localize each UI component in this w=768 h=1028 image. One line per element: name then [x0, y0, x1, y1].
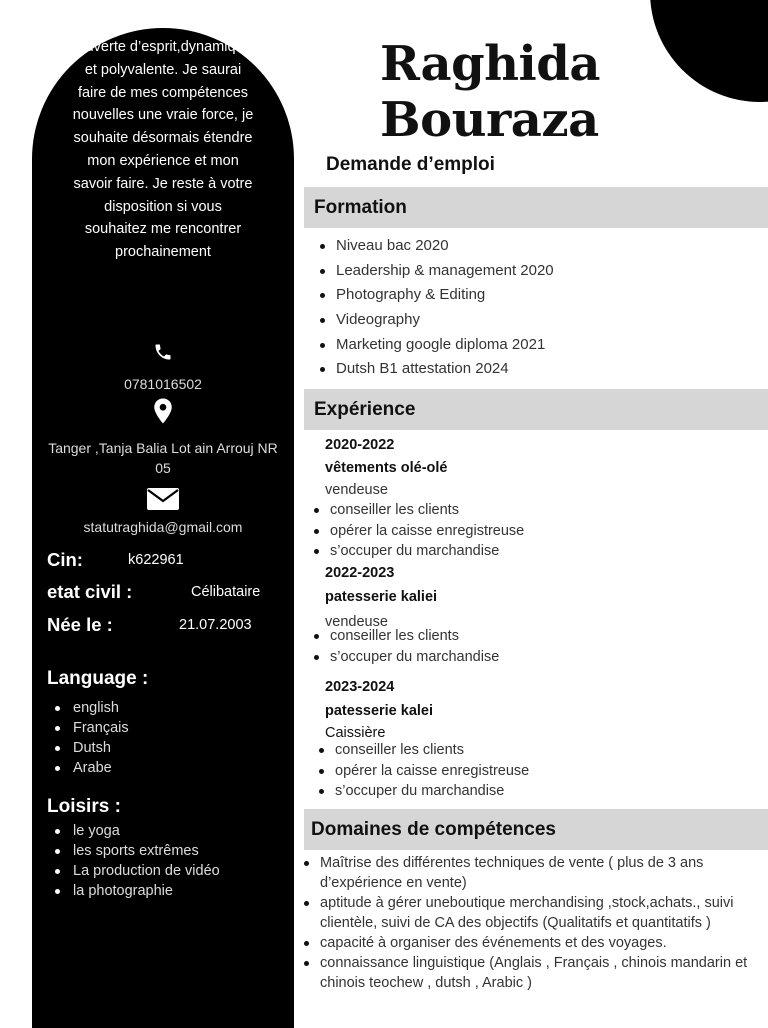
job-company: patesserie kaliei	[325, 589, 438, 605]
hobby-item: la photographie	[47, 881, 220, 901]
job-task: conseiller les clients	[310, 626, 499, 647]
envelope-icon	[32, 488, 294, 510]
job-task-list	[310, 626, 499, 667]
cin-row	[47, 549, 287, 573]
job-task: s’occuper du marchandise	[310, 541, 524, 562]
last-name: Bouraza	[380, 92, 599, 148]
cin-label: Cin:	[47, 549, 83, 570]
sidebar	[32, 28, 294, 1028]
job-company: patesserie kalei	[325, 703, 434, 719]
email: statutraghida@gmail.com	[83, 519, 243, 535]
job-task: opérer la caisse enregistreuse	[310, 521, 524, 542]
hobby-item: les sports extrêmes	[47, 841, 220, 861]
hobby-item: La production de vidéo	[47, 861, 220, 881]
language-list	[47, 698, 129, 778]
first-name: Raghida	[380, 36, 600, 92]
formation-item: Photography & Editing	[316, 283, 554, 308]
skill-item: connaissance linguistique (Anglais , Français , chinois mandarin et chinois teochew , dutsh , Arabic )	[300, 953, 766, 993]
formation-item: Leadership & management 2020	[316, 259, 554, 284]
address: Tanger ,Tanja Balia Lot ain Arrouj NR 05	[48, 440, 278, 476]
decorative-circle	[650, 0, 768, 102]
skill-item: capacité à organiser des événements et des voyages.	[300, 933, 766, 953]
birth-date-value: 21.07.2003	[179, 617, 252, 633]
phone-number: 0781016502	[124, 376, 202, 392]
formation-heading: Formation	[304, 187, 768, 228]
job-task: conseiller les clients	[315, 740, 529, 761]
job-task: s’occuper du marchandise	[315, 781, 529, 802]
phone-icon	[32, 341, 294, 363]
cin-value: k622961	[128, 552, 184, 568]
job-task: opérer la caisse enregistreuse	[315, 761, 529, 782]
intro-text: Ouverte d’esprit,dynamique et polyvalente. Je saurai faire de mes compétences nouvelles une vraie force, je souhaite désormais étendre mon expérience et mon savoir faire. Je reste à votre disposition si vous souhaitez me rencontrer prochainement	[72, 39, 254, 261]
formation-list	[316, 234, 554, 382]
skill-item: Maîtrise des différentes techniques de vente ( plus de 3 ans d’expérience en vente)	[300, 853, 766, 893]
skills-heading: Domaines de compétences	[304, 809, 768, 850]
job-task: conseiller les clients	[310, 500, 524, 521]
civil-status-value: Célibataire	[191, 584, 261, 600]
language-item: Français	[47, 718, 129, 738]
civil-status-row	[47, 581, 287, 605]
civil-status-label: etat civil :	[47, 581, 133, 602]
job-role: vendeuse	[325, 614, 388, 630]
language-item: Dutsh	[47, 738, 129, 758]
formation-item: Marketing google diploma 2021	[316, 333, 554, 358]
hobbies-list	[47, 821, 220, 901]
job-company: vêtements olé-olé	[325, 460, 448, 476]
skill-item: aptitude à gérer uneboutique merchandising ,stock,achats., suivi clientèle, suivi de CA des objectifs (Qualitatifs et quantitatifs )	[300, 893, 766, 933]
experience-heading: Expérience	[304, 389, 768, 430]
job-years: 2020-2022	[325, 437, 395, 453]
document-subtitle: Demande d’emploi	[326, 154, 495, 175]
skills-list	[300, 853, 766, 993]
language-heading: Language :	[47, 668, 149, 689]
language-item: english	[47, 698, 129, 718]
job-task: s’occuper du marchandise	[310, 647, 499, 668]
birth-date-row	[47, 614, 287, 638]
job-role: Caissière	[325, 725, 386, 741]
hobby-item: le yoga	[47, 821, 220, 841]
location-pin-icon	[32, 398, 294, 424]
formation-item: Niveau bac 2020	[316, 234, 554, 259]
job-years: 2023-2024	[325, 679, 395, 695]
hobbies-heading: Loisirs :	[47, 796, 121, 817]
job-years: 2022-2023	[325, 565, 395, 581]
job-task-list	[315, 740, 529, 802]
birth-date-label: Née le :	[47, 614, 113, 635]
formation-item: Videography	[316, 308, 554, 333]
formation-item: Dutsh B1 attestation 2024	[316, 357, 554, 382]
job-role: vendeuse	[325, 482, 388, 498]
language-item: Arabe	[47, 758, 129, 778]
job-task-list	[310, 500, 524, 562]
candidate-name	[380, 36, 600, 148]
